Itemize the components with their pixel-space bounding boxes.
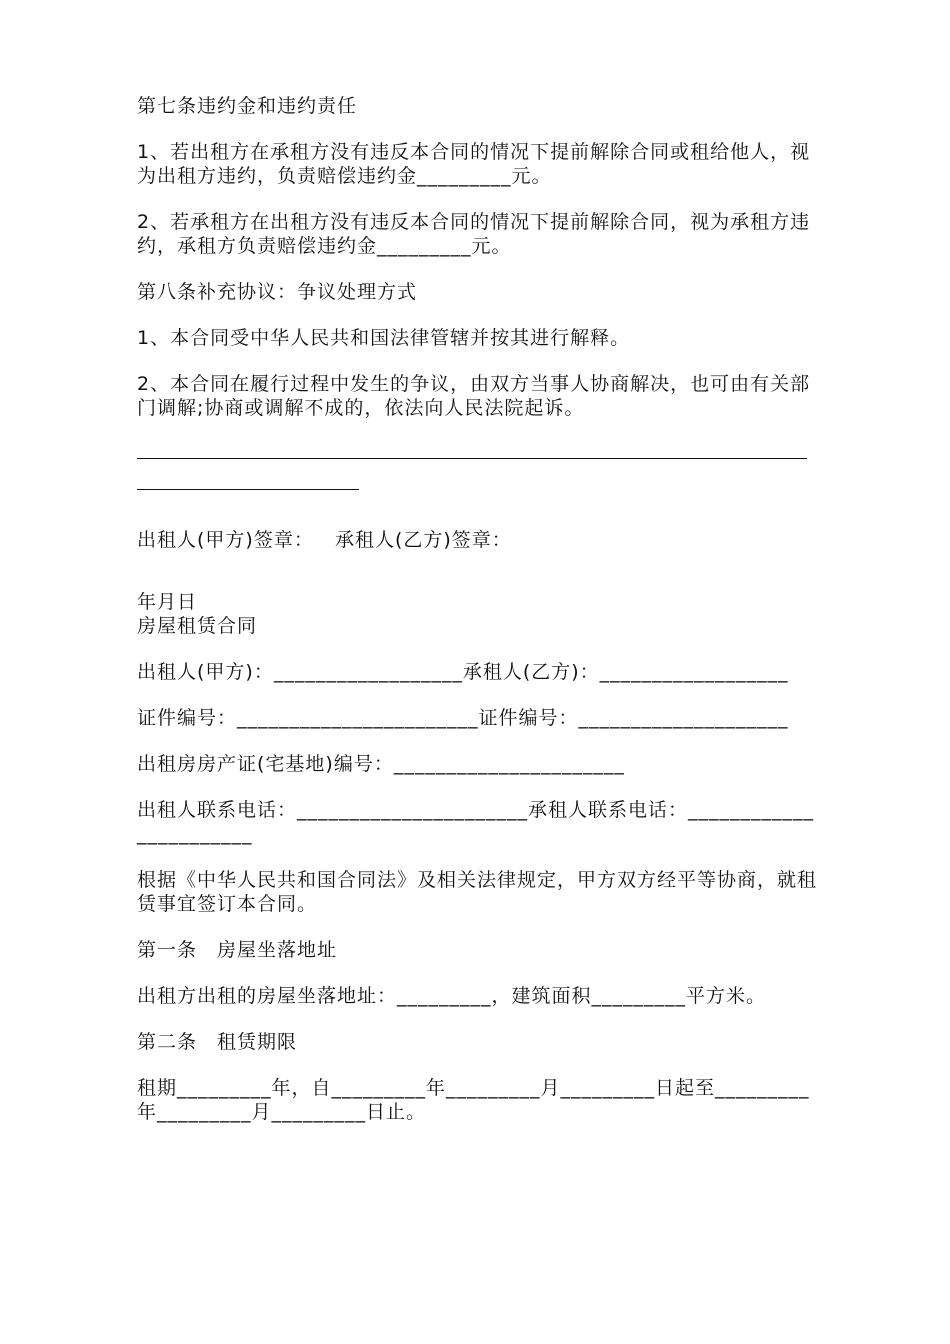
id-number-field: 证件编号：_______________________证件编号：____________________: [137, 707, 789, 729]
lessor-lessee-field: 出租人(甲方)：__________________承租人(乙方)：__________________: [137, 661, 789, 683]
contract-title: 房屋租赁合同: [137, 615, 258, 637]
article-8-title: 第八条补充协议：争议处理方式: [137, 281, 418, 303]
property-certificate-field: 出租房房产证(宅基地)编号：______________________: [137, 753, 625, 775]
article-2-title: 第二条 租赁期限: [137, 1031, 298, 1053]
article-1-title: 第一条 房屋坐落地址: [137, 939, 338, 961]
phone-field: 出租人联系电话：______________________承租人联系电话：_______________________: [137, 799, 815, 845]
article-7-title: 第七条违约金和违约责任: [137, 95, 358, 117]
article-8-item-1: 1、本合同受中华人民共和国法律管辖并按其进行解释。: [137, 327, 631, 349]
article-1-body: 出租方出租的房屋坐落地址：_________，建筑面积_________平方米。: [137, 985, 767, 1007]
article-7-item-2: 2、若承租方在出租方没有违反本合同的情况下提前解除合同，视为承租方违约，承租方负责赔偿违约金_________元。: [137, 211, 811, 257]
contract-page: [137, 94, 817, 1124]
signature-divider-line: [137, 458, 807, 459]
preamble: 根据《中华人民共和国合同法》及相关法律规定，甲方双方经平等协商，就租赁事宜签订本合同。: [137, 869, 818, 915]
article-8-item-2: 2、本合同在履行过程中发生的争议，由双方当事人协商解决，也可由有关部门调解;协商或调解不成的，依法向人民法院起诉。: [137, 373, 811, 419]
article-7-item-1: 1、若出租方在承租方没有违反本合同的情况下提前解除合同或租给他人，视为出租方违约，负责赔偿违约金_________元。: [137, 141, 811, 187]
date-line: 年月日: [137, 591, 198, 613]
signature-divider-line-short: [137, 489, 359, 490]
signature-line: 出租人(甲方)签章： 承租人(乙方)签章：: [137, 529, 512, 551]
article-2-body: 租期_________年，自_________年_________月_________日起至_________年_________月_________日止。: [137, 1077, 810, 1123]
